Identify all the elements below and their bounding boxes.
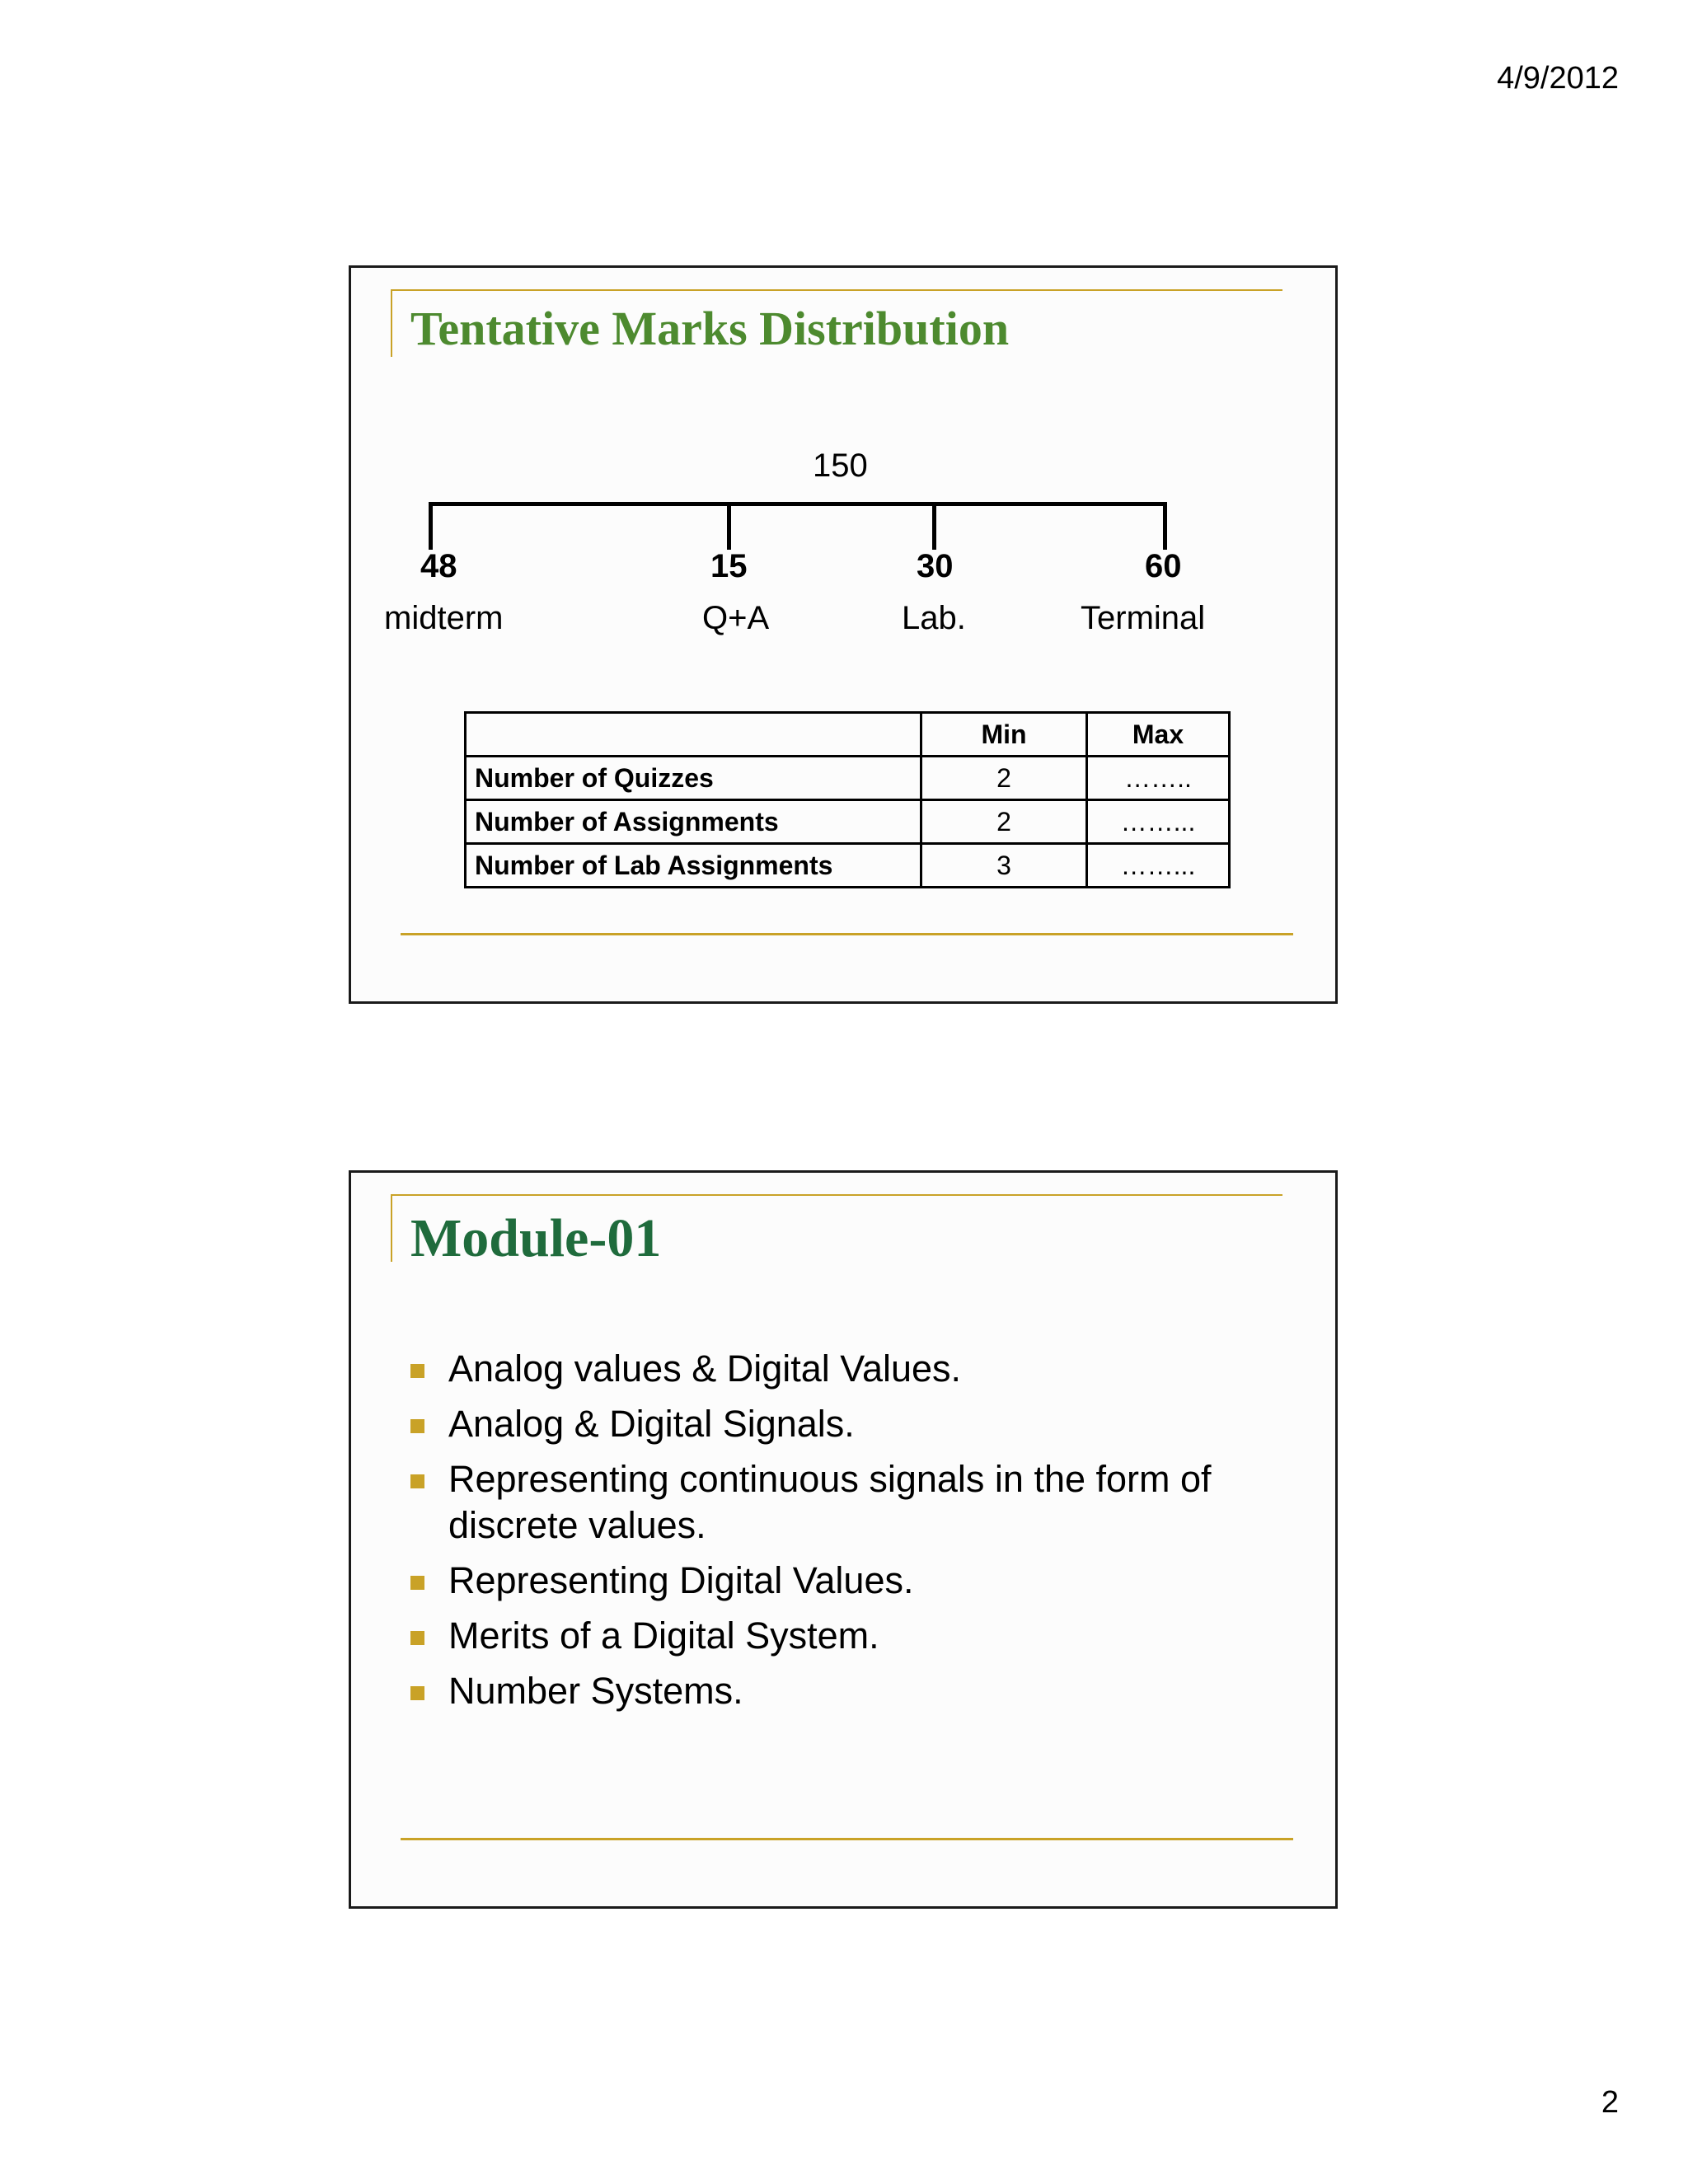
tree-branch-line [429,502,433,550]
branch-value: 30 [917,548,954,584]
tree-total: 150 [813,448,868,484]
row-max: …….. [1087,757,1230,800]
row-label: Number of Quizzes [466,757,921,800]
row-max: ……... [1087,844,1230,888]
slide-title: Module-01 [410,1208,662,1268]
bullet-list [410,1346,1268,1723]
branch-value: 48 [420,548,457,584]
marks-tree [351,268,1340,663]
slide-module-01 [349,1170,1338,1909]
row-max: ……... [1087,800,1230,844]
list-item [410,1613,1268,1659]
tree-branch-line [932,502,936,550]
square-bullet-icon [410,1686,424,1700]
branch-label: Q+A [702,600,770,636]
slide-title: Tentative Marks Distribution [410,302,1010,355]
bottom-rule [401,1838,1293,1840]
list-item-text: Analog values & Digital Values. [448,1347,962,1390]
page-number: 2 [1601,2085,1619,2120]
marks-table [464,711,1231,888]
square-bullet-icon [410,1576,424,1590]
row-min: 2 [921,757,1087,800]
table-row [466,800,1230,844]
branch-value: 15 [710,548,748,584]
list-item-text: Number Systems. [448,1670,743,1712]
branch-label: Lab. [902,600,966,636]
row-label: Number of Lab Assignments [466,844,921,888]
list-item-text: Representing continuous signals in the form of discrete values. [448,1458,1212,1546]
list-item-text: Representing Digital Values. [448,1559,914,1601]
tree-branch-line [1163,502,1167,550]
list-item [410,1401,1268,1447]
square-bullet-icon [410,1474,424,1488]
list-item-text: Analog & Digital Signals. [448,1403,855,1445]
table-header-cell [466,713,921,757]
row-label: Number of Assignments [466,800,921,844]
row-min: 2 [921,800,1087,844]
table-header-cell: Min [921,713,1087,757]
slide-marks-distribution [349,265,1338,1004]
table-header-row [466,713,1230,757]
list-item [410,1668,1268,1714]
tree-horizontal-line [429,502,1167,506]
branch-value: 60 [1145,548,1182,584]
list-item [410,1558,1268,1604]
branch-label: Terminal [1081,600,1206,636]
list-item [410,1456,1268,1549]
row-min: 3 [921,844,1087,888]
branch-label: midterm [384,600,504,636]
table-row [466,844,1230,888]
square-bullet-icon [410,1631,424,1645]
tree-branch-line [727,502,731,550]
bottom-rule [401,933,1293,935]
square-bullet-icon [410,1419,424,1433]
table-row [466,757,1230,800]
page-date: 4/9/2012 [1497,61,1619,96]
square-bullet-icon [410,1364,424,1378]
list-item [410,1346,1268,1392]
table-header-cell: Max [1087,713,1230,757]
list-item-text: Merits of a Digital System. [448,1615,879,1657]
